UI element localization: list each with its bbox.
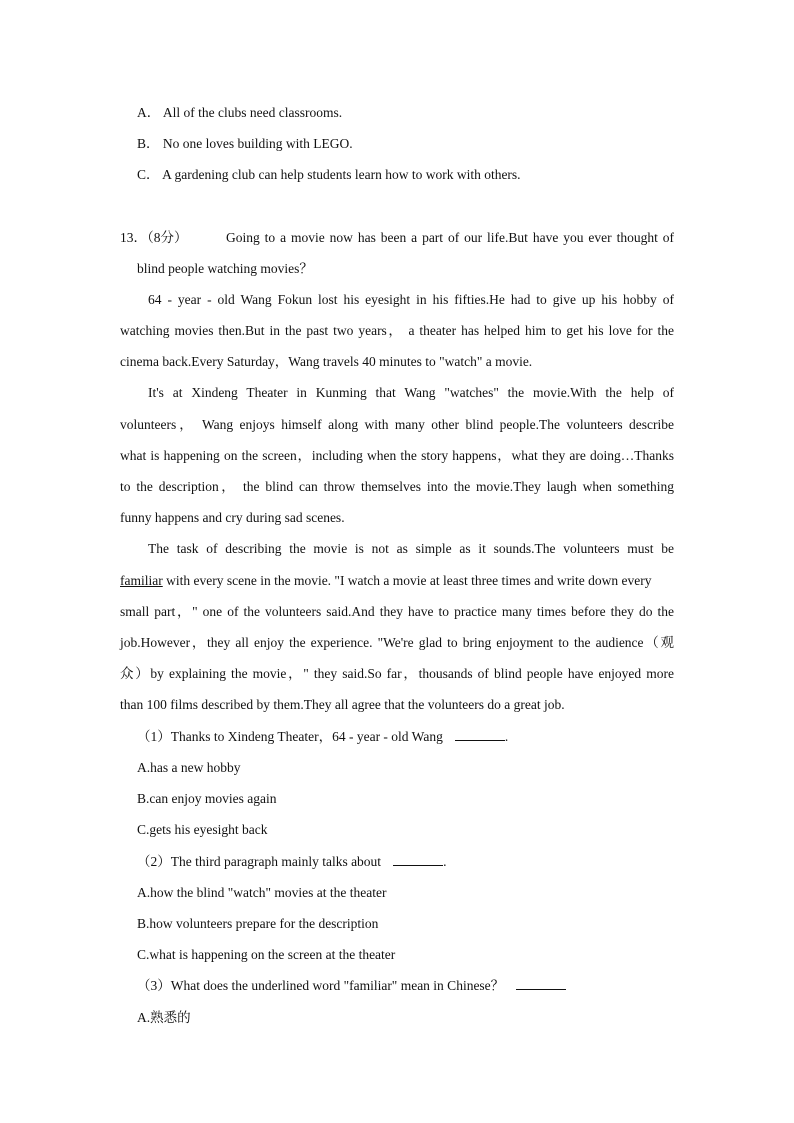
- p2-line3: what is happening on the screen，including when the story happens，what they are doing…Thanks: [120, 448, 674, 463]
- underlined-word-familiar: familiar: [120, 573, 163, 588]
- p3-line5: 众）by explaining the movie，" they said.So far，thousands of blind people have enjoyed more: [120, 666, 674, 681]
- q12-option-a: A． All of the clubs need classrooms.: [137, 105, 343, 120]
- question-3-text: （3）What does the underlined word "familiar" mean in Chinese？: [137, 978, 505, 993]
- q13-intro-line1: Going to a movie now has been a part of our life.But have you ever thought of: [226, 230, 674, 245]
- q13-number: 13．（8分）: [120, 230, 188, 245]
- p1-line2: watching movies then.But in the past two years， a theater has helped him to get his love for the: [120, 323, 674, 338]
- q13-intro-line2: blind people watching movies？: [137, 261, 313, 276]
- p1-line1: 64 - year - old Wang Fokun lost his eyesight in his fifties.He had to give up his hobby of: [148, 292, 674, 307]
- p2-line4: to the description， the blind can throw themselves into the movie.They laugh when something: [120, 479, 674, 494]
- p3-line6: than 100 films described by them.They all agree that the volunteers do a great job.: [120, 697, 565, 712]
- p2-line2: volunteers， Wang enjoys himself along with many other blind people.The volunteers describe: [120, 417, 674, 432]
- q1-option-b: B.can enjoy movies again: [137, 791, 277, 806]
- q2-option-b: B.how volunteers prepare for the description: [137, 916, 379, 931]
- q12-option-c: C． A gardening club can help students learn how to work with others.: [137, 167, 521, 182]
- q1-option-c: C.gets his eyesight back: [137, 822, 268, 837]
- p3-line3: small part，" one of the volunteers said.And they have to practice many times before they do the: [120, 604, 674, 619]
- q2-option-c: C.what is happening on the screen at the theater: [137, 947, 396, 962]
- question-1-stem: （1）Thanks to Xindeng Theater，64 - year - old Wang .: [137, 729, 509, 744]
- question-2-text: （2）The third paragraph mainly talks about: [137, 854, 382, 869]
- question-2-stem: （2）The third paragraph mainly talks about .: [137, 854, 447, 869]
- question-3-stem: [137, 970, 566, 1001]
- q3-option-a: A.熟悉的: [137, 1010, 191, 1025]
- p1-line3: cinema back.Every Saturday，Wang travels 40 minutes to "watch" a movie.: [120, 354, 533, 369]
- p2-line1: It's at Xindeng Theater in Kunming that Wang "watches" the movie.With the help of: [148, 385, 674, 400]
- answer-blank-2[interactable]: [393, 853, 443, 866]
- q2-option-a: A.how the blind "watch" movies at the theater: [137, 885, 387, 900]
- answer-blank-3[interactable]: [516, 977, 566, 990]
- q12-option-b: B． No one loves building with LEGO.: [137, 136, 353, 151]
- p3-line2-rest: with every scene in the movie. "I watch a movie at least three times and write down every: [162, 573, 652, 588]
- p3-line4: job.However，they all enjoy the experience. "We're glad to bring enjoyment to the audience（观: [120, 635, 674, 650]
- p3-line2: [120, 565, 674, 596]
- p3-line1: The task of describing the movie is not as simple as it sounds.The volunteers must be: [148, 541, 674, 556]
- answer-blank-1[interactable]: [455, 728, 505, 741]
- question-1-text: （1）Thanks to Xindeng Theater，64 - year - old Wang: [137, 729, 443, 744]
- p2-line5: funny happens and cry during sad scenes.: [120, 510, 345, 525]
- q1-option-a: A.has a new hobby: [137, 760, 241, 775]
